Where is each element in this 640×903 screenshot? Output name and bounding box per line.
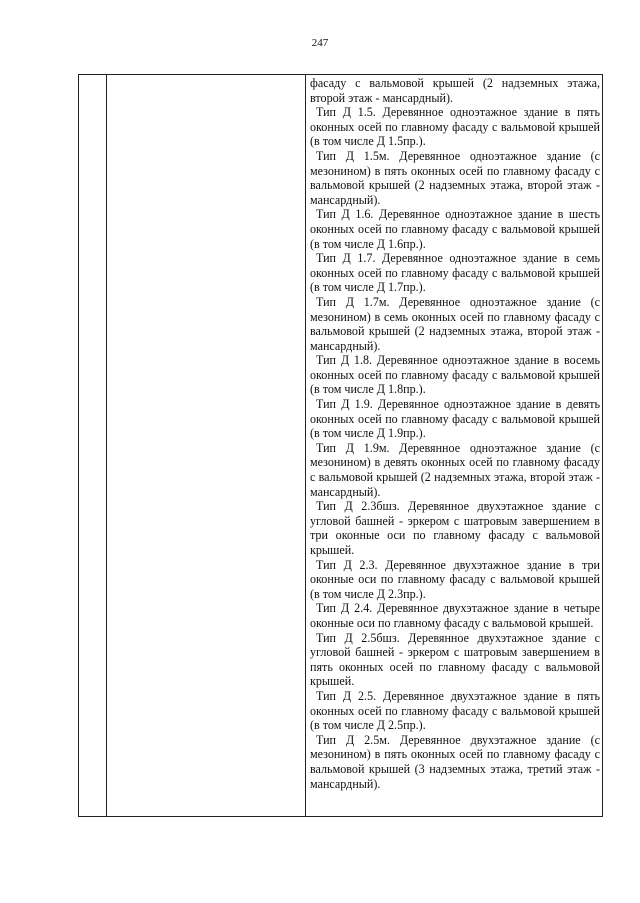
paragraph-type-d2-5bshz: Тип Д 2.5бшз. Деревянное двухэтажное здание с угловой башней - эркером с шатровым завершением в пять оконных осей по главному фасаду с вальмовой крышей. [310, 630, 600, 689]
column-divider-2 [305, 75, 306, 816]
paragraph-type-d2-4: Тип Д 2.4. Деревянное двухэтажное здание в четыре оконные оси по главному фасаду с вальмовой крышей. [310, 601, 600, 630]
paragraph-type-d2-3: Тип Д 2.3. Деревянное двухэтажное здание в три оконные оси по главному фасаду с вальмовой крышей (в том числе Д 2.3пр.). [310, 557, 600, 601]
paragraph-type-d1-5: Тип Д 1.5. Деревянное одноэтажное здание в пять оконных осей по главному фасаду с вальмовой крышей (в том числе Д 1.5пр.). [310, 105, 600, 149]
paragraph-type-d1-9: Тип Д 1.9. Деревянное одноэтажное здание в девять оконных осей по главному фасаду с вальмовой крышей (в том числе Д 1.9пр.). [310, 397, 600, 441]
description-cell [310, 76, 600, 791]
paragraph-type-d1-7: Тип Д 1.7. Деревянное одноэтажное здание в семь оконных осей по главному фасаду с вальмовой крышей (в том числе Д 1.7пр.). [310, 251, 600, 295]
paragraph-type-d2-5m: Тип Д 2.5м. Деревянное двухэтажное здание (с мезонином) в пять оконных осей по главному фасаду с вальмовой крышей (3 надземных этажа, третий этаж - мансардный). [310, 732, 600, 791]
paragraph-type-d2-3bshz: Тип Д 2.3бшз. Деревянное двухэтажное здание с угловой башней - эркером с шатровым завершением в три оконные оси по главному фасаду с вальмовой крышей. [310, 499, 600, 557]
paragraph-type-d1-9m: Тип Д 1.9м. Деревянное одноэтажное здание (с мезонином) в девять оконных осей по главному фасаду с вальмовой крышей (2 надземных этажа, второй этаж - мансардный). [310, 440, 600, 499]
page-number: 247 [311, 37, 329, 49]
paragraph-type-d1-6: Тип Д 1.6. Деревянное одноэтажное здание в шесть оконных осей по главному фасаду с вальмовой крышей (в том числе Д 1.6пр.). [310, 207, 600, 251]
paragraph-type-d2-5: Тип Д 2.5. Деревянное двухэтажное здание в пять оконных осей по главному фасаду с вальмовой крышей (в том числе Д 2.5пр.). [310, 688, 600, 733]
document-table [78, 74, 603, 817]
paragraph-continuation: фасаду с вальмовой крышей (2 надземных этажа, второй этаж - мансардный). [310, 76, 600, 105]
paragraph-type-d1-5m: Тип Д 1.5м. Деревянное одноэтажное здание (с мезонином) в пять оконных осей по главному фасаду с вальмовой крышей (2 надземных этажа, второй этаж - мансардный). [310, 148, 600, 207]
column-divider-1 [106, 75, 107, 816]
paragraph-type-d1-8: Тип Д 1.8. Деревянное одноэтажное здание в восемь оконных осей по главному фасаду с вальмовой крышей (в том числе Д 1.8пр.). [310, 353, 600, 397]
paragraph-type-d1-7m: Тип Д 1.7м. Деревянное одноэтажное здание (с мезонином) в семь оконных осей по главному фасаду с вальмовой крышей (2 надземных этажа, второй этаж - мансардный). [310, 294, 600, 353]
